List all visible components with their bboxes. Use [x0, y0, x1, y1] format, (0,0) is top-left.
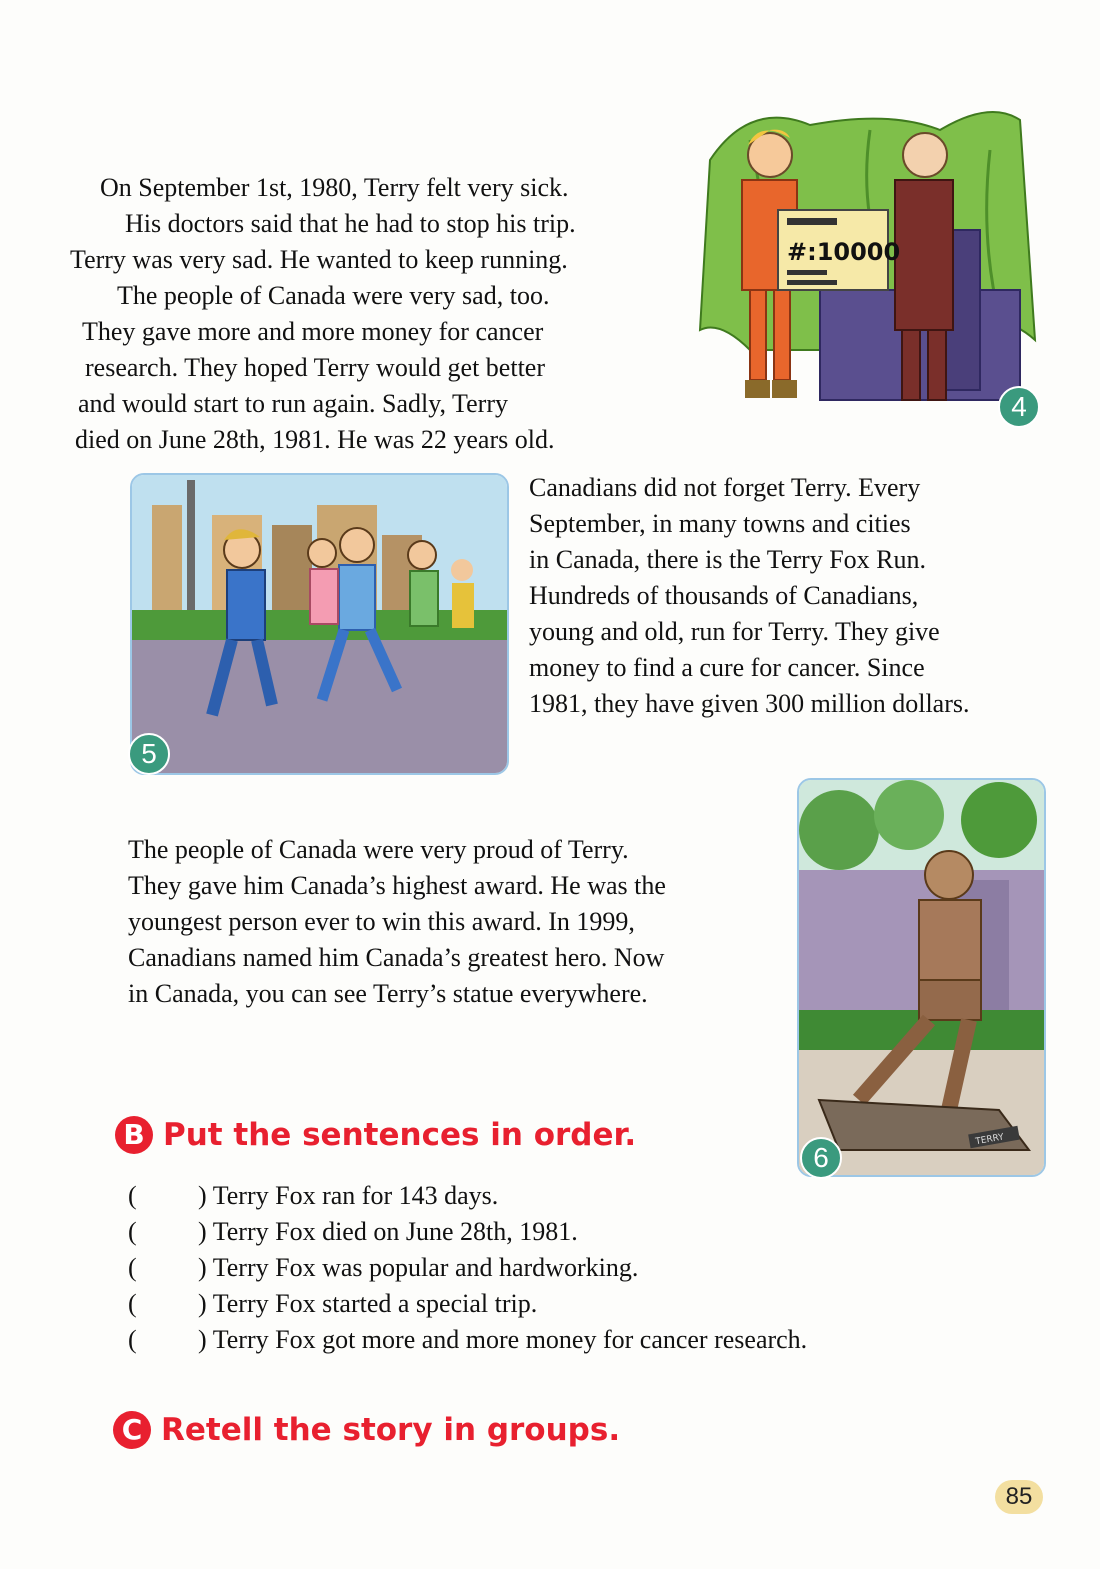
story-paragraph-3	[128, 832, 666, 1012]
story-line: Canadians did not forget Terry. Every	[529, 473, 921, 502]
story-line: in Canada, there is the Terry Fox Run.	[529, 545, 927, 574]
story-line: On September 1st, 1980, Terry felt very sick.	[100, 173, 569, 202]
illustration-number-badge: 4	[998, 386, 1040, 428]
section-title: Put the sentences in order.	[163, 1117, 637, 1153]
story-line: research. They hoped Terry would get better	[85, 353, 545, 382]
story-paragraph-2	[529, 470, 970, 722]
illustration-cheque-presentation	[690, 100, 1050, 430]
section-letter-badge: B	[115, 1116, 153, 1154]
story-line: money to find a cure for cancer. Since	[529, 653, 925, 682]
answer-blank[interactable]: (	[128, 1181, 137, 1210]
story-line: September, in many towns and cities	[529, 509, 911, 538]
story-line: died on June 28th, 1981. He was 22 years old.	[75, 425, 555, 454]
section-c-heading	[113, 1411, 620, 1449]
answer-blank[interactable]: (	[128, 1325, 137, 1354]
illustration-number-badge: 5	[128, 733, 170, 775]
story-line: in Canada, you can see Terry’s statue everywhere.	[128, 979, 648, 1008]
statue-plaque-text: TERRY	[974, 1132, 1005, 1148]
illustration-runners	[130, 473, 509, 775]
story-line: His doctors said that he had to stop his trip.	[125, 209, 576, 238]
story-line: The people of Canada were very proud of Terry.	[128, 835, 629, 864]
order-item-text: Terry Fox died on June 28th, 1981.	[212, 1217, 578, 1246]
answer-blank[interactable]: (	[128, 1253, 137, 1282]
answer-blank[interactable]: (	[128, 1217, 137, 1246]
illustration-number-badge: 6	[800, 1137, 842, 1179]
story-line: youngest person ever to win this award. In 1999,	[128, 907, 635, 936]
page-number: 85	[995, 1480, 1043, 1514]
story-line: Terry was very sad. He wanted to keep running.	[70, 245, 568, 274]
story-line: They gave more and more money for cancer	[82, 317, 544, 346]
order-item-text: Terry Fox got more and more money for cancer research.	[212, 1325, 808, 1354]
story-line: and would start to run again. Sadly, Terry	[78, 389, 508, 418]
answer-blank[interactable]: (	[128, 1289, 137, 1318]
section-letter-badge: C	[113, 1411, 151, 1449]
story-line: They gave him Canada’s highest award. He was the	[128, 871, 666, 900]
runners-scene-drawing	[132, 475, 507, 773]
cheque-amount: #:10000	[787, 238, 901, 266]
illustration-statue	[797, 778, 1046, 1177]
section-title: Retell the story in groups.	[161, 1412, 621, 1448]
order-item-text: Terry Fox was popular and hardworking.	[212, 1253, 639, 1282]
textbook-page: On September 1st, 1980, Terry felt very sick. His doctors said that he had to stop his trip. Terry was very sad. He wanted to keep running. The people of Canada were very sad, too. They gave more and more money for cancer research. They hoped Terry would get better and would start to run again. Sadly, Terry died on June 28th, 1981. He was 22 years old. #:10000 4 5 Canadians did not forget Terry. Every September, in many towns and cities in Canada, there is the Terry Fox Run. Hundreds of thousands of Canadians, young and old, run for Terry. They give money to find a cure for cancer. Since 1981, they have given 300 million dollars. The people of Canada were very proud of Terry. They gave him Canada’s highest award. He was the youngest person ever to win this award. In 1999, Canadians named him Canada’s greatest hero. Now in Canada, you can see Terry’s statue everywhere. TERRY 6 B Put the sentences in order. ( ) Terry Fox ran for 143 days. ( ) Terry Fox died on June 28th, 1981. ( ) Terry Fox was popular and hardworking. ( ) Terry Fox started a special trip. ( ) Terry Fox got more and more money for cancer research. C Retell the story in groups. 85	[0, 0, 1100, 1569]
story-line: Hundreds of thousands of Canadians,	[529, 581, 919, 610]
story-line: Canadians named him Canada’s greatest hero. Now	[128, 943, 665, 972]
order-item-text: Terry Fox started a special trip.	[212, 1289, 538, 1318]
story-line: 1981, they have given 300 million dollars.	[529, 689, 970, 718]
story-line: The people of Canada were very sad, too.	[117, 281, 550, 310]
statue-scene-drawing	[799, 780, 1044, 1175]
section-b-heading	[115, 1116, 636, 1154]
story-line: young and old, run for Terry. They give	[529, 617, 940, 646]
cheque-scene-drawing	[690, 100, 1050, 430]
story-paragraph-1	[70, 170, 670, 458]
order-item-text: Terry Fox ran for 143 days.	[212, 1181, 499, 1210]
